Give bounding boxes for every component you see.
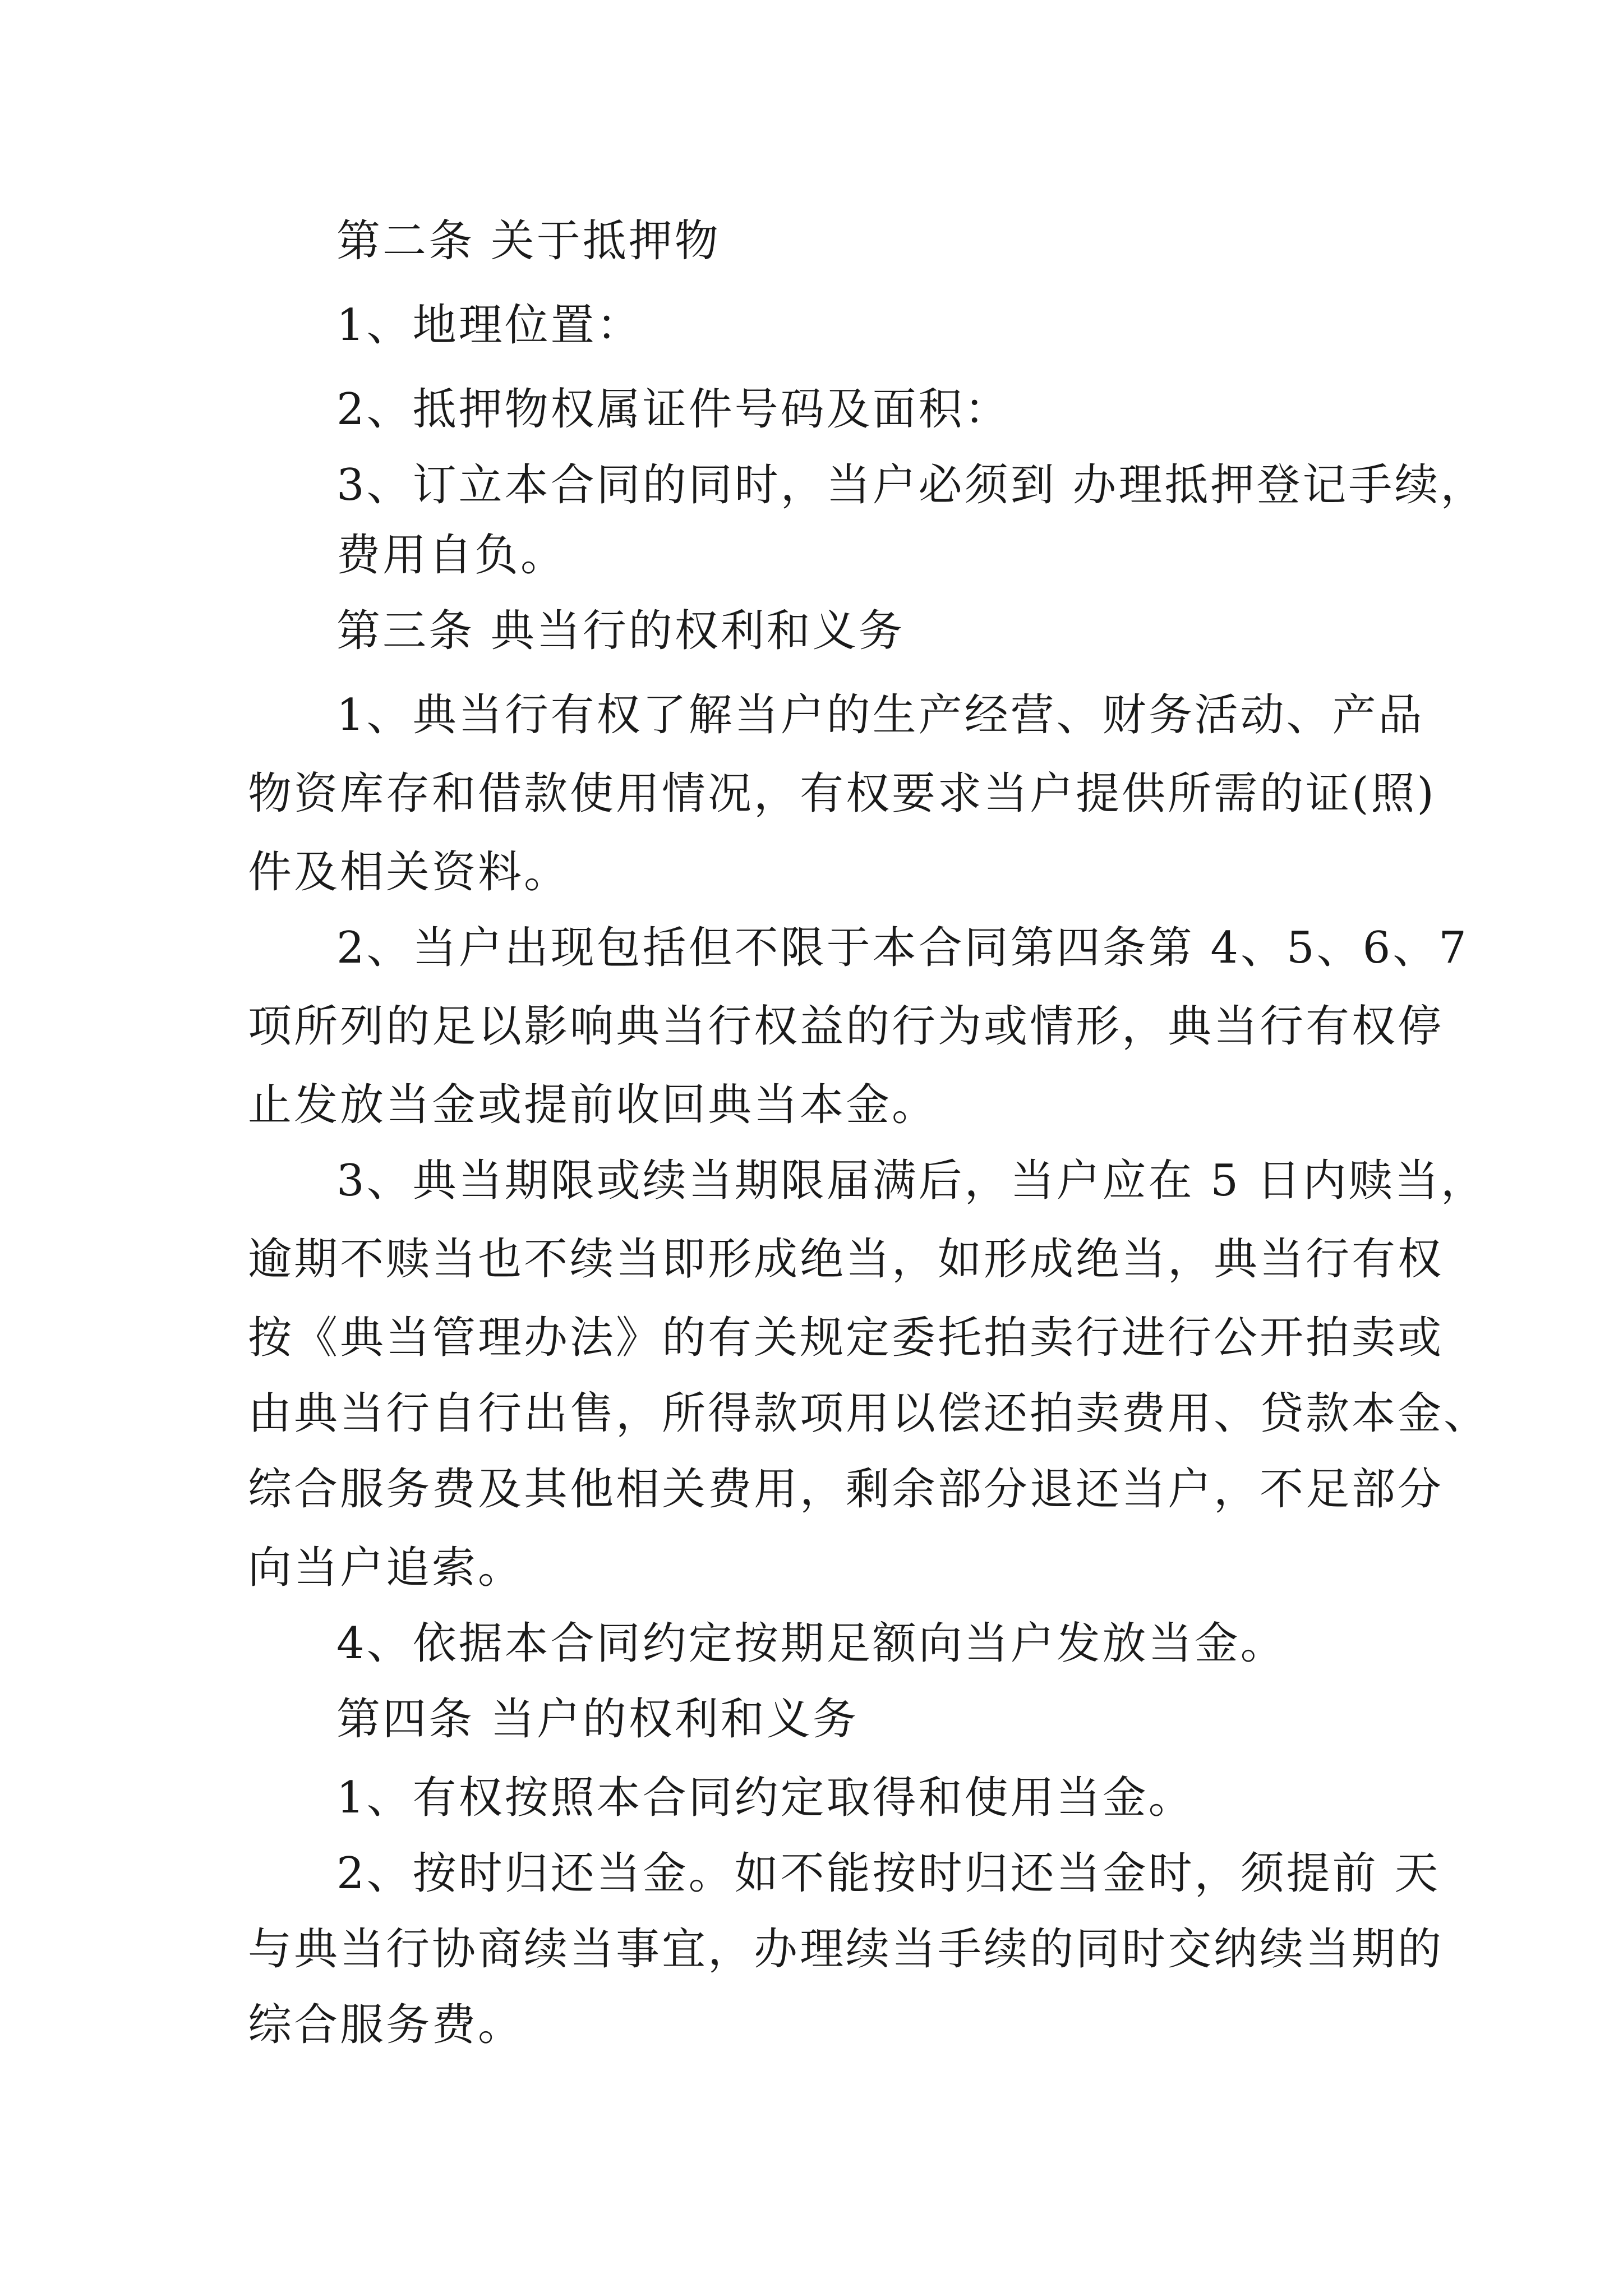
article-2-item-3-line-1: 3、订立本合同的同时，当户必须到 办理抵押登记手续， bbox=[336, 460, 1487, 510]
article-2-item-1: 1、地理位置： bbox=[336, 300, 643, 351]
article-3-item-2-line-2: 项所列的足以影响典当行权益的行为或情形，典当行有权停 bbox=[248, 1001, 1444, 1052]
article-3-item-3-line-5: 综合服务费及其他相关费用，剩余部分退还当户，不足部分 bbox=[248, 1464, 1444, 1515]
article-3-item-2-line-1: 2、当户出现包括但不限于本合同第四条第 4、5、6、7 bbox=[336, 923, 1469, 973]
article-3-item-1-line-3: 件及相关资料。 bbox=[248, 847, 570, 898]
article-3-item-3-line-6: 向当户追索。 bbox=[248, 1543, 524, 1593]
article-2-item-3-line-2: 费用自负。 bbox=[336, 530, 567, 581]
article-4-heading: 第四条 当户的权利和义务 bbox=[336, 1694, 859, 1745]
article-3-item-3-line-3: 按《典当管理办法》的有关规定委托拍卖行进行公开拍卖或 bbox=[248, 1313, 1444, 1363]
article-3-item-1-line-2: 物资库存和借款使用情况，有权要求当户提供所需的证(照) bbox=[248, 769, 1436, 819]
article-3-item-2-line-3: 止发放当金或提前收回典当本金。 bbox=[248, 1080, 938, 1130]
article-3-item-3-line-2: 逾期不赎当也不续当即形成绝当，如形成绝当，典当行有权 bbox=[248, 1234, 1444, 1285]
article-4-item-2-line-3: 综合服务费。 bbox=[248, 2000, 524, 2050]
article-3-item-1-line-1: 1、典当行有权了解当户的生产经营、财务活动、产品 bbox=[336, 690, 1424, 740]
article-4-item-2-line-1: 2、按时归还当金。如不能按时归还当金时，须提前 天 bbox=[336, 1848, 1441, 1899]
article-4-item-2-line-2: 与典当行协商续当事宜，办理续当手续的同时交纳续当期的 bbox=[248, 1924, 1444, 1975]
article-3-item-4: 4、依据本合同约定按期足额向当户发放当金。 bbox=[336, 1618, 1287, 1669]
article-3-item-3-line-1: 3、典当期限或续当期限届满后，当户应在 5 日内赎当， bbox=[336, 1156, 1487, 1206]
article-2-item-2: 2、抵押物权属证件号码及面积： bbox=[336, 384, 1011, 435]
article-3-item-3-line-4: 由典当行自行出售，所得款项用以偿还拍卖费用、贷款本金、 bbox=[248, 1388, 1490, 1439]
article-2-heading: 第二条 关于抵押物 bbox=[336, 216, 721, 266]
article-4-item-1: 1、有权按照本合同约定取得和使用当金。 bbox=[336, 1773, 1195, 1823]
article-3-heading: 第三条 典当行的权利和义务 bbox=[336, 606, 905, 656]
